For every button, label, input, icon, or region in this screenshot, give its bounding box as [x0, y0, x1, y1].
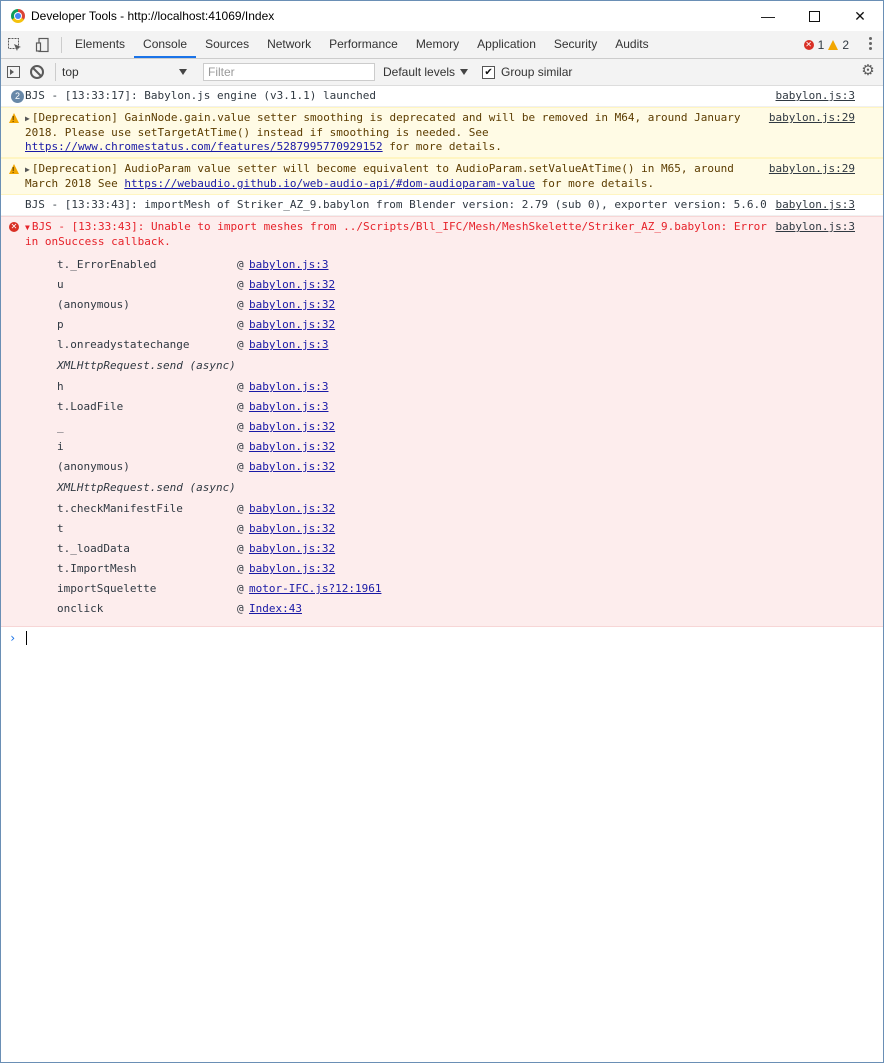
toolbar-divider — [61, 37, 62, 53]
stack-frame — [57, 519, 883, 539]
maximize-icon — [809, 11, 820, 22]
device-icon — [35, 37, 51, 53]
tab-application[interactable]: Application — [477, 37, 536, 51]
stack-frame-function: t.ImportMesh — [57, 562, 137, 575]
stack-frame-link[interactable]: babylon.js:32 — [249, 298, 336, 311]
stack-frame-link[interactable]: babylon.js:3 — [249, 338, 329, 351]
stack-frame-function: i — [57, 440, 64, 453]
stack-frame-function: t.checkManifestFile — [57, 502, 183, 515]
source-link[interactable]: babylon.js:3 — [775, 89, 855, 102]
stack-trace — [25, 249, 883, 623]
expand-arrow-icon[interactable]: ▶ — [25, 114, 30, 123]
chrome-logo-icon — [11, 9, 25, 23]
stack-frame-link[interactable]: babylon.js:32 — [249, 522, 336, 535]
stack-frame-link[interactable]: babylon.js:3 — [249, 380, 329, 393]
message-text: BJS - [13:33:17]: Babylon.js engine (v3.1.1) launched — [25, 89, 376, 102]
source-link[interactable]: babylon.js:29 — [763, 162, 855, 176]
collapse-arrow-icon[interactable]: ▼ — [25, 223, 30, 232]
stack-frame-at: @ — [237, 380, 244, 393]
stack-frame — [57, 295, 883, 315]
chevron-down-icon — [460, 69, 468, 75]
stack-frame-at: @ — [237, 258, 244, 271]
source-link[interactable]: babylon.js:3 — [770, 220, 855, 234]
stack-frame-function: importSquelette — [57, 582, 157, 595]
stack-frame-function: u — [57, 278, 64, 291]
group-similar-label: Group similar — [501, 65, 573, 79]
console-message-warning — [1, 107, 883, 158]
clear-icon — [30, 65, 44, 79]
filter-input[interactable] — [203, 63, 375, 81]
error-icon: ✕ — [10, 222, 18, 231]
stack-frame-at: @ — [237, 542, 244, 555]
repeat-count-badge: 2 — [11, 90, 24, 103]
stack-frame — [57, 275, 883, 295]
title-bar — [1, 1, 883, 31]
inspect-element-button[interactable] — [1, 31, 29, 58]
stack-frame-link[interactable]: motor-IFC.js?12:1961 — [249, 582, 382, 595]
source-link[interactable]: babylon.js:3 — [775, 198, 855, 211]
stack-frame-at: @ — [237, 440, 244, 453]
show-sidebar-button[interactable] — [1, 59, 25, 85]
close-button[interactable]: ✕ — [854, 7, 866, 24]
warning-icon — [9, 113, 19, 123]
source-link[interactable]: babylon.js:29 — [763, 111, 855, 125]
message-text — [25, 162, 883, 191]
stack-frame — [57, 315, 883, 335]
console-message-log — [1, 195, 883, 216]
warning-text: [Deprecation] GainNode.gain.value setter smoothing is deprecated and will be removed in M64, around January 2018. Please use setTargetAtTime() instead if smoothing is needed. See — [25, 111, 741, 139]
stack-frame-link[interactable]: babylon.js:32 — [249, 420, 336, 433]
stack-frame-link[interactable]: babylon.js:3 — [249, 258, 329, 271]
tab-elements[interactable]: Elements — [75, 37, 126, 51]
gear-icon[interactable]: ⚙ — [861, 62, 875, 79]
stack-frame — [57, 335, 883, 355]
stack-frame — [57, 377, 883, 397]
warning-count-icon — [828, 40, 838, 50]
stack-frame-at: @ — [237, 582, 244, 595]
stack-frame-function: (anonymous) — [57, 460, 130, 473]
stack-frame-link[interactable]: babylon.js:32 — [249, 502, 336, 515]
prompt-chevron-icon: › — [9, 631, 17, 645]
stack-frame-at: @ — [237, 420, 244, 433]
stack-frame — [57, 457, 883, 477]
console-prompt[interactable] — [1, 627, 883, 649]
warning-link[interactable]: https://webaudio.github.io/web-audio-api/#dom-audioparam-value — [124, 177, 535, 190]
stack-frame-function: _ — [57, 420, 64, 433]
log-levels-label: Default levels — [383, 65, 456, 79]
tab-memory[interactable]: Memory — [415, 37, 460, 51]
warning-text: [Deprecation] AudioParam value setter will become equivalent to AudioParam.setValueAtTime() in M65, around March 2018 See — [25, 162, 734, 190]
warning-text-end: for more details. — [534, 177, 655, 190]
issue-counts[interactable] — [804, 31, 849, 58]
message-text — [25, 111, 883, 154]
tab-security[interactable]: Security — [553, 37, 598, 51]
expand-arrow-icon[interactable]: ▶ — [25, 165, 30, 174]
device-toolbar-button[interactable] — [29, 31, 57, 58]
stack-frame-at: @ — [237, 562, 244, 575]
error-count: 1 — [817, 37, 825, 52]
stack-frame — [57, 437, 883, 457]
stack-frame-link[interactable]: babylon.js:3 — [249, 400, 329, 413]
stack-frame-link[interactable]: Index:43 — [249, 602, 302, 615]
stack-frame-function: l.onreadystatechange — [57, 338, 190, 351]
stack-frame-function: onclick — [57, 602, 104, 615]
stack-frame-at: @ — [237, 460, 244, 473]
console-toolbar — [1, 59, 883, 86]
stack-frame-link[interactable]: babylon.js:32 — [249, 318, 336, 331]
error-count-icon: ✕ — [805, 39, 812, 49]
stack-frame — [57, 255, 883, 275]
stack-frame-function: t._ErrorEnabled — [57, 258, 157, 271]
tab-console[interactable]: Console — [134, 31, 196, 58]
stack-frame-at: @ — [237, 318, 244, 331]
group-similar-toggle[interactable] — [482, 65, 572, 79]
async-boundary: XMLHttpRequest.send (async) — [57, 359, 236, 372]
warning-icon — [9, 164, 19, 174]
warning-count: 2 — [842, 37, 849, 52]
stack-frame-link[interactable]: babylon.js:32 — [249, 460, 336, 473]
devtools-tab-bar — [1, 31, 883, 59]
stack-frame-link[interactable]: babylon.js:32 — [249, 562, 336, 575]
stack-frame-at: @ — [237, 278, 244, 291]
warning-text-end: for more details. — [382, 140, 502, 153]
console-message-error — [1, 216, 883, 627]
context-selector[interactable] — [55, 63, 193, 81]
group-similar-checkbox[interactable]: ✔ — [482, 66, 495, 79]
stack-frame-at: @ — [237, 400, 244, 413]
message-text: BJS - [13:33:43]: importMesh of Striker_AZ_9.babylon from Blender version: 2.79 (sub 0), exporter version: 5.6.0 — [25, 198, 767, 211]
text-cursor — [26, 631, 27, 645]
maximize-button[interactable] — [791, 1, 837, 31]
stack-frame-link[interactable]: babylon.js:32 — [249, 440, 336, 453]
async-boundary: XMLHttpRequest.send (async) — [57, 481, 236, 494]
message-text — [25, 220, 883, 249]
stack-frame-at: @ — [237, 602, 244, 615]
stack-frame-function: t — [57, 522, 64, 535]
more-options-icon[interactable] — [869, 37, 873, 50]
stack-frame — [57, 417, 883, 437]
stack-frame-at: @ — [237, 298, 244, 311]
tab-audits[interactable]: Audits — [615, 37, 649, 51]
stack-frame-function: h — [57, 380, 64, 393]
log-levels-dropdown[interactable] — [383, 65, 468, 79]
chevron-down-icon — [179, 69, 187, 75]
tab-sources[interactable]: Sources — [205, 37, 250, 51]
stack-frame-function: t.LoadFile — [57, 400, 124, 413]
stack-frame — [57, 599, 883, 619]
stack-frame — [57, 397, 883, 417]
console-messages — [1, 86, 883, 649]
tab-network[interactable]: Network — [267, 37, 312, 51]
panel-tabs — [66, 31, 658, 58]
stack-frame-function: (anonymous) — [57, 298, 130, 311]
stack-frame — [57, 499, 883, 519]
clear-console-button[interactable] — [25, 59, 49, 85]
minimize-button[interactable]: — — [761, 8, 775, 24]
context-value: top — [62, 65, 79, 79]
error-text: BJS - [13:33:43]: Unable to import meshes from ../Scripts/Bll_IFC/Mesh/MeshSkelette/Striker_AZ_9.babylon: Error in onSuccess callback. — [25, 220, 767, 248]
stack-frame-function: t._loadData — [57, 542, 130, 555]
console-message-info — [1, 86, 883, 107]
stack-frame-function: p — [57, 318, 64, 331]
sidebar-icon — [7, 66, 20, 78]
inspect-icon — [7, 37, 23, 53]
stack-frame-at: @ — [237, 522, 244, 535]
console-message-warning — [1, 158, 883, 195]
stack-frame-at: @ — [237, 502, 244, 515]
stack-frame — [57, 539, 883, 559]
warning-link[interactable]: https://www.chromestatus.com/features/5287995770929152 — [25, 140, 383, 153]
stack-frame — [57, 579, 883, 599]
stack-frame-at: @ — [237, 338, 244, 351]
tab-performance[interactable]: Performance — [329, 37, 398, 51]
window-title: Developer Tools - http://localhost:41069/Index — [31, 9, 275, 23]
stack-frame — [57, 559, 883, 579]
stack-frame-link[interactable]: babylon.js:32 — [249, 542, 336, 555]
stack-frame-link[interactable]: babylon.js:32 — [249, 278, 336, 291]
